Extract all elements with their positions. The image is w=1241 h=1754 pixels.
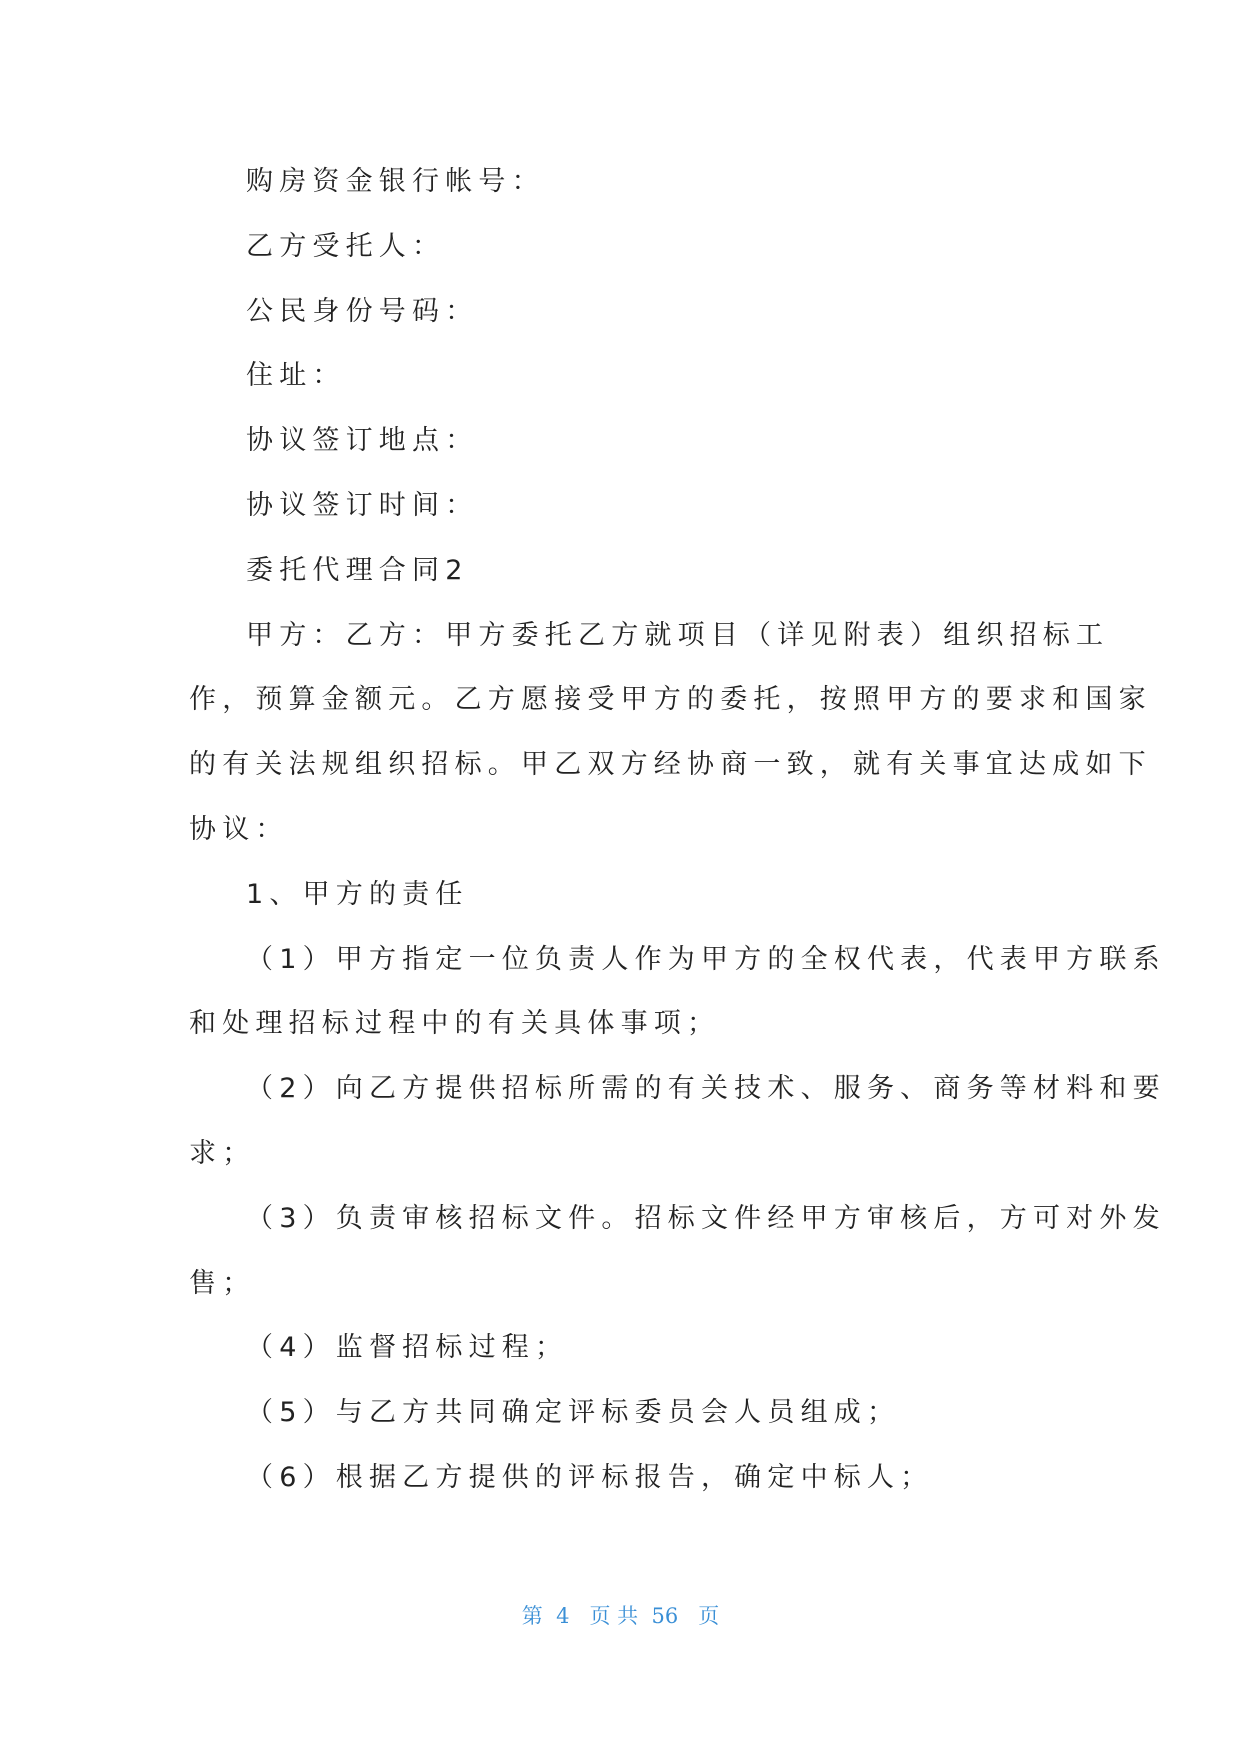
paragraph-line: 协议：	[189, 814, 289, 845]
clause-line: （5）与乙方共同确定评标委员会人员组成；	[246, 1397, 901, 1428]
page-number-footer: 第 4 页 共 56 页	[521, 1604, 720, 1628]
paragraph-line: 的有关法规组织招标。甲乙双方经协商一致，就有关事宜达成如下	[189, 749, 1152, 780]
clause-line: （2）向乙方提供招标所需的有关技术、服务、商务等材料和要	[246, 1073, 1166, 1104]
bank-account-line: 购房资金银行帐号：	[246, 166, 545, 197]
clause-line: （1）甲方指定一位负责人作为甲方的全权代表，代表甲方联系	[246, 944, 1166, 975]
signing-time-line: 协议签订时间：	[246, 490, 479, 521]
signing-place-line: 协议签订地点：	[246, 425, 479, 456]
clause-line: （3）负责审核招标文件。招标文件经甲方审核后，方可对外发	[246, 1203, 1166, 1234]
party-b-agent-line: 乙方受托人：	[246, 231, 446, 262]
paragraph-line: 作，预算金额元。乙方愿接受甲方的委托，按照甲方的要求和国家	[189, 684, 1152, 715]
clause-line: （6）根据乙方提供的评标报告，确定中标人；	[246, 1462, 934, 1493]
address-line: 住址：	[246, 360, 346, 391]
section-heading: 1、甲方的责任	[246, 879, 469, 910]
id-number-line: 公民身份号码：	[246, 296, 479, 327]
clause-line: 售；	[189, 1268, 256, 1299]
clause-line: 和处理招标过程中的有关具体事项；	[189, 1008, 721, 1039]
clause-line: （4）监督招标过程；	[246, 1332, 569, 1363]
clause-line: 求；	[189, 1138, 256, 1169]
paragraph-line: 甲方：乙方：甲方委托乙方就项目（详见附表）组织招标工	[246, 620, 1110, 651]
contract-title: 委托代理合同2	[246, 555, 469, 586]
